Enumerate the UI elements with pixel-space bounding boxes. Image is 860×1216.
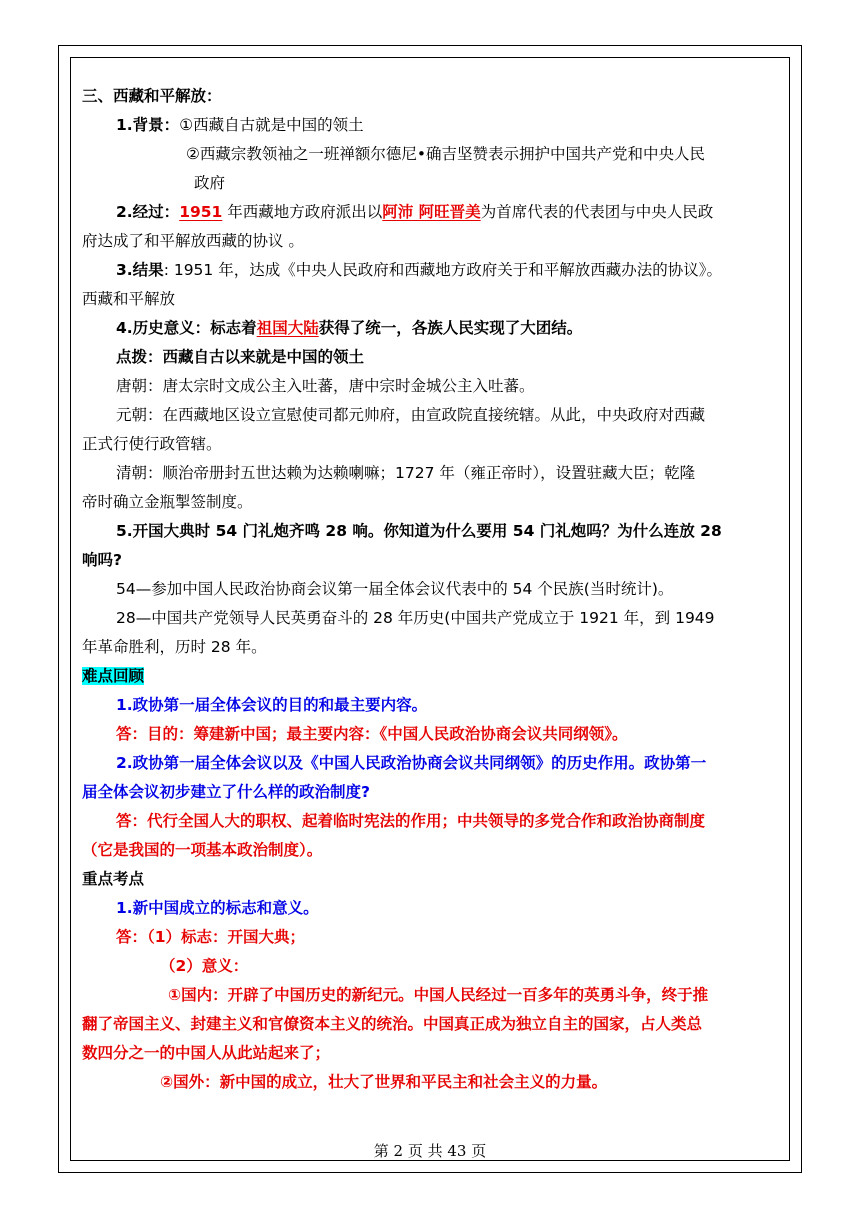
qing-dynasty: 清朝：顺治帝册封五世达赖为达赖喇嘛；1727 年（雍正帝时），设置驻藏大臣；乾隆 [116, 464, 696, 482]
result-text: : 1951 年，达成《中央人民政府和西藏地方政府关于和平解放西藏办法的协议》。 [163, 261, 722, 279]
key-answer-foreign: ②国外：新中国的成立，壮大了世界和平民主和社会主义的力量。 [160, 1073, 608, 1091]
background-line-2b: 政府 [194, 174, 226, 192]
answer-28b: 年革命胜利，历时 28 年。 [82, 638, 267, 656]
key-answer-domestic-3: 数四分之一的中国人从此站起来了； [82, 1044, 331, 1062]
background-point-1: ①西藏自古就是中国的领土 [179, 116, 364, 134]
process-delegate-name: 阿沛 阿旺晋美 [382, 203, 481, 221]
process-line-2: 府达成了和平解放西藏的协议 。 [82, 232, 304, 250]
significance-line [82, 314, 780, 343]
page-footer: 第 2 页 共 43 页 [373, 1142, 487, 1160]
significance-label: 4.历史意义：标志着 [116, 319, 257, 337]
background-line-2: ②西藏宗教领袖之一班禅额尔德尼•确吉坚赞表示拥护中国共产党和中央人民 [186, 145, 706, 163]
result-label: 3.结果 [116, 261, 164, 279]
tip-title: 点拨：西藏自古以来就是中国的领土 [116, 348, 365, 366]
result-line-1 [82, 256, 780, 285]
hard-answer-1: 答：目的：筹建新中国；最主要内容：《中国人民政治协商会议共同纲领》。 [116, 725, 628, 743]
process-line-1 [82, 198, 780, 227]
section-title-tibet: 三、西藏和平解放： [82, 87, 222, 105]
yuan-dynasty: 元朝：在西藏地区设立宣慰使司都元帅府，由宣政院直接统辖。从此，中央政府对西藏 [116, 406, 706, 424]
key-answer-domestic: ①国内：开辟了中国历史的新纪元。中国人民经过一百多年的英勇斗争，终于推 [168, 986, 709, 1004]
process-label: 2.经过： [116, 203, 180, 221]
yuan-dynasty-2: 正式行使行政管辖。 [82, 435, 222, 453]
process-text-2: 为首席代表的代表团与中央人民政 [480, 203, 714, 221]
document-body [82, 82, 780, 1097]
hard-question-2b: 届全体会议初步建立了什么样的政治制度? [82, 783, 370, 801]
qing-dynasty-2: 帝时确立金瓶掣签制度。 [82, 493, 253, 511]
tang-dynasty: 唐朝：唐太宗时文成公主入吐蕃，唐中宗时金城公主入吐蕃。 [116, 377, 535, 395]
answer-28: 28—中国共产党领导人民英勇奋斗的 28 年历史(中国共产党成立于 1921 年，到 1949 [116, 609, 715, 627]
key-points-title: 重点考点 [82, 870, 145, 888]
hard-answer-2: 答：代行全国人大的职权、起着临时宪法的作用；中共领导的多党合作和政治协商制度 [116, 812, 706, 830]
key-answer-meaning: （2）意义： [160, 957, 249, 975]
result-line-2: 西藏和平解放 [82, 290, 176, 308]
key-question-1: 1.新中国成立的标志和意义。 [116, 899, 319, 917]
background-label: 1.背景： [116, 116, 180, 134]
background-line-1 [82, 111, 780, 140]
key-answer-domestic-2: 翻了帝国主义、封建主义和官僚资本主义的统治。中国真正成为独立自主的国家，占人类总 [82, 1015, 703, 1033]
hard-question-1: 1.政协第一届全体会议的目的和最主要内容。 [116, 696, 428, 714]
process-text-1: 年西藏地方政府派出以 [227, 203, 383, 221]
key-answer-mark: 答：（1）标志：开国大典； [116, 928, 306, 946]
difficult-review-heading [82, 662, 780, 691]
question-5: 5.开国大典时 54 门礼炮齐鸣 28 响。你知道为什么要用 54 门礼炮吗？为什么连放 28 [116, 522, 722, 540]
significance-text: 获得了统一，各族人民实现了大团结。 [318, 319, 583, 337]
hard-answer-2b: （它是我国的一项基本政治制度）。 [82, 841, 323, 859]
question-5b: 响吗? [82, 551, 122, 569]
process-year: 1951 [179, 203, 223, 221]
hard-question-2: 2.政协第一届全体会议以及《中国人民政治协商会议共同纲领》的历史作用。政协第一 [116, 754, 707, 772]
answer-54: 54—参加中国人民政治协商会议第一届全体会议代表中的 54 个民族(当时统计)。 [116, 580, 674, 598]
difficult-review-title: 难点回顾 [82, 667, 145, 685]
significance-key: 祖国大陆 [256, 319, 319, 337]
